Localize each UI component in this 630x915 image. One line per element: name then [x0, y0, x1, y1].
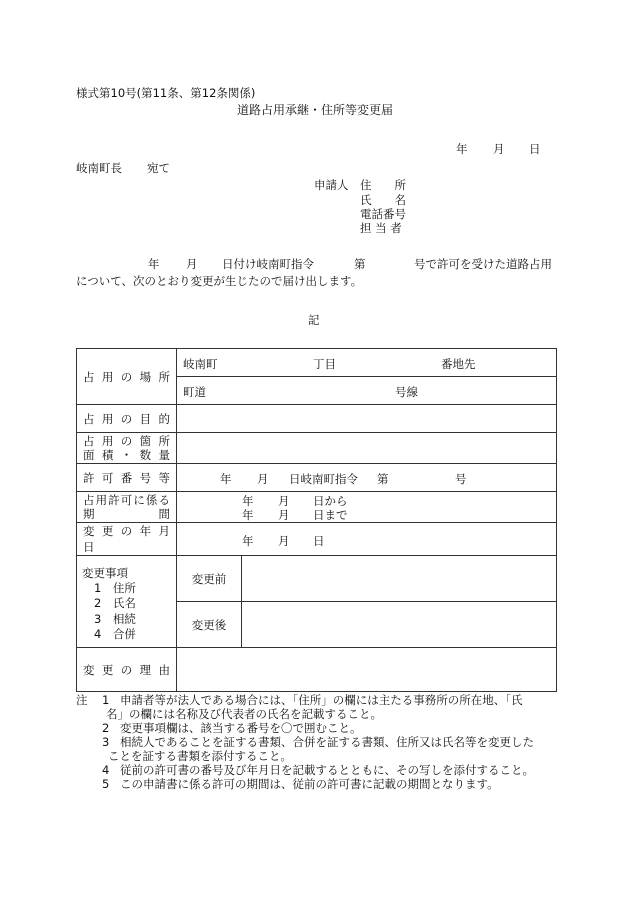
place-row2-cell[interactable]: [177, 377, 557, 405]
note-num-1: 1: [102, 693, 110, 707]
purpose-value-cell[interactable]: [177, 405, 557, 433]
period-value-cell[interactable]: [177, 492, 557, 523]
after-label: 変更後: [177, 602, 242, 648]
period-label-1: 占用許可に係る: [83, 493, 170, 507]
date-year: 年: [456, 142, 468, 156]
period-to-month: 月: [278, 508, 290, 522]
addressee: 岐南町長: [76, 161, 122, 175]
period-to-day: 日まで: [313, 508, 348, 522]
note-cont-1: 名」の欄には名称及び代表者の氏名を記載すること。: [106, 707, 382, 721]
permit-dai: 第: [377, 472, 389, 486]
change-form-table: [76, 348, 557, 692]
note-item-1: [76, 693, 562, 721]
applicant-label: 申請人: [314, 178, 349, 192]
form-title: 道路占用承継・住所等変更届: [237, 103, 394, 117]
place-line: 号線: [395, 385, 418, 399]
note-text-2: 変更事項欄は、該当する番号を〇で囲むこと。: [120, 721, 362, 735]
note-text-4: 従前の許可書の番号及び年月日を記載するとともに、その写しを添付すること。: [120, 763, 534, 777]
addressee-suffix: 宛て: [147, 161, 170, 175]
change-items-title: 変更事項: [82, 566, 128, 580]
period-label-2: 期 間: [83, 507, 170, 521]
note-item-2: [76, 721, 562, 735]
note-text-3: 相続人であることを証する書類、合併を証する書類、住所又は氏名等を変更した: [120, 735, 534, 749]
applicant-name-label: 氏 名: [360, 193, 406, 207]
change-date-label: 変 更 の 年 月 日: [77, 523, 177, 556]
note-num-3: 3: [102, 735, 110, 749]
period-from-day: 日から: [313, 494, 348, 508]
permit-year: 年: [220, 472, 232, 486]
place-banchi: 番地先: [441, 357, 476, 371]
date-day: 日: [529, 142, 541, 156]
reason-value-cell[interactable]: [177, 648, 557, 692]
applicant-address-label: 住 所: [360, 178, 406, 192]
note-item-5: [76, 777, 562, 791]
period-to-year: 年: [242, 508, 254, 522]
note-text-1: 申請者等が法人である場合には、「住所」の欄には主たる事務所の所在地、「氏: [120, 693, 523, 707]
place-chome: 丁目: [313, 357, 336, 371]
period-from-year: 年: [242, 494, 254, 508]
period-from-month: 月: [278, 494, 290, 508]
body-year: 年: [148, 257, 160, 271]
after-value-cell[interactable]: [242, 602, 557, 648]
form-number: 様式第10号(第11条、第12条関係): [76, 86, 256, 100]
note-num-5: 5: [102, 777, 110, 791]
body-month: 月: [186, 257, 198, 271]
change-item-3[interactable]: 3 相続: [94, 612, 136, 626]
body-line2: について、次のとおり変更が生じたので届け出します。: [76, 274, 363, 288]
reason-label: 変 更 の 理 由: [77, 648, 177, 692]
place-town: 岐南町: [183, 357, 218, 371]
permit-day-ref: 日岐南町指令: [289, 472, 358, 486]
permit-value-cell[interactable]: [177, 464, 557, 492]
purpose-label: 占 用 の 目 的: [77, 405, 177, 433]
note-text-5: この申請書に係る許可の期間は、従前の許可書に記載の期間となります。: [120, 777, 499, 791]
area-label-cell: [77, 433, 177, 464]
change-item-4[interactable]: 4 合併: [94, 627, 136, 641]
permit-month: 月: [257, 472, 269, 486]
change-item-1[interactable]: 1 住所: [94, 581, 136, 595]
note-num-4: 4: [102, 763, 110, 777]
change-date-month: 月: [278, 533, 290, 548]
note-item-4: [76, 763, 562, 777]
change-items-cell: [77, 556, 177, 648]
permit-label: 許 可 番 号 等: [77, 464, 177, 492]
notes-section: [76, 693, 562, 791]
applicant-phone-label: 電話番号: [360, 207, 406, 221]
ki-mark: 記: [308, 313, 320, 327]
period-label-cell: [77, 492, 177, 523]
permit-go: 号: [455, 472, 467, 486]
note-item-3: [76, 735, 562, 763]
before-value-cell[interactable]: [242, 556, 557, 602]
place-row1-cell[interactable]: [177, 349, 557, 377]
body-go: 号で許可を受けた道路占用: [414, 257, 552, 271]
change-date-year: 年: [242, 533, 254, 548]
area-label-2: 面 積 ・ 数 量: [83, 448, 170, 462]
place-road: 町道: [183, 385, 206, 399]
notes-head: 注: [76, 693, 88, 707]
body-day-ref: 日付け岐南町指令: [222, 257, 314, 271]
area-value-cell[interactable]: [177, 433, 557, 464]
change-date-day: 日: [313, 533, 325, 548]
change-date-value-cell[interactable]: [177, 523, 557, 556]
area-label-1: 占 用 の 箇 所: [83, 434, 170, 448]
applicant-contact-label: 担 当 者: [360, 221, 402, 235]
note-cont-3: ことを証する書類を添付すること。: [108, 749, 292, 763]
date-month: 月: [493, 142, 505, 156]
before-label: 変更前: [177, 556, 242, 602]
change-item-2[interactable]: 2 氏名: [94, 596, 136, 610]
place-label: 占 用 の 場 所: [77, 349, 177, 405]
body-dai: 第: [354, 257, 366, 271]
note-num-2: 2: [102, 721, 110, 735]
